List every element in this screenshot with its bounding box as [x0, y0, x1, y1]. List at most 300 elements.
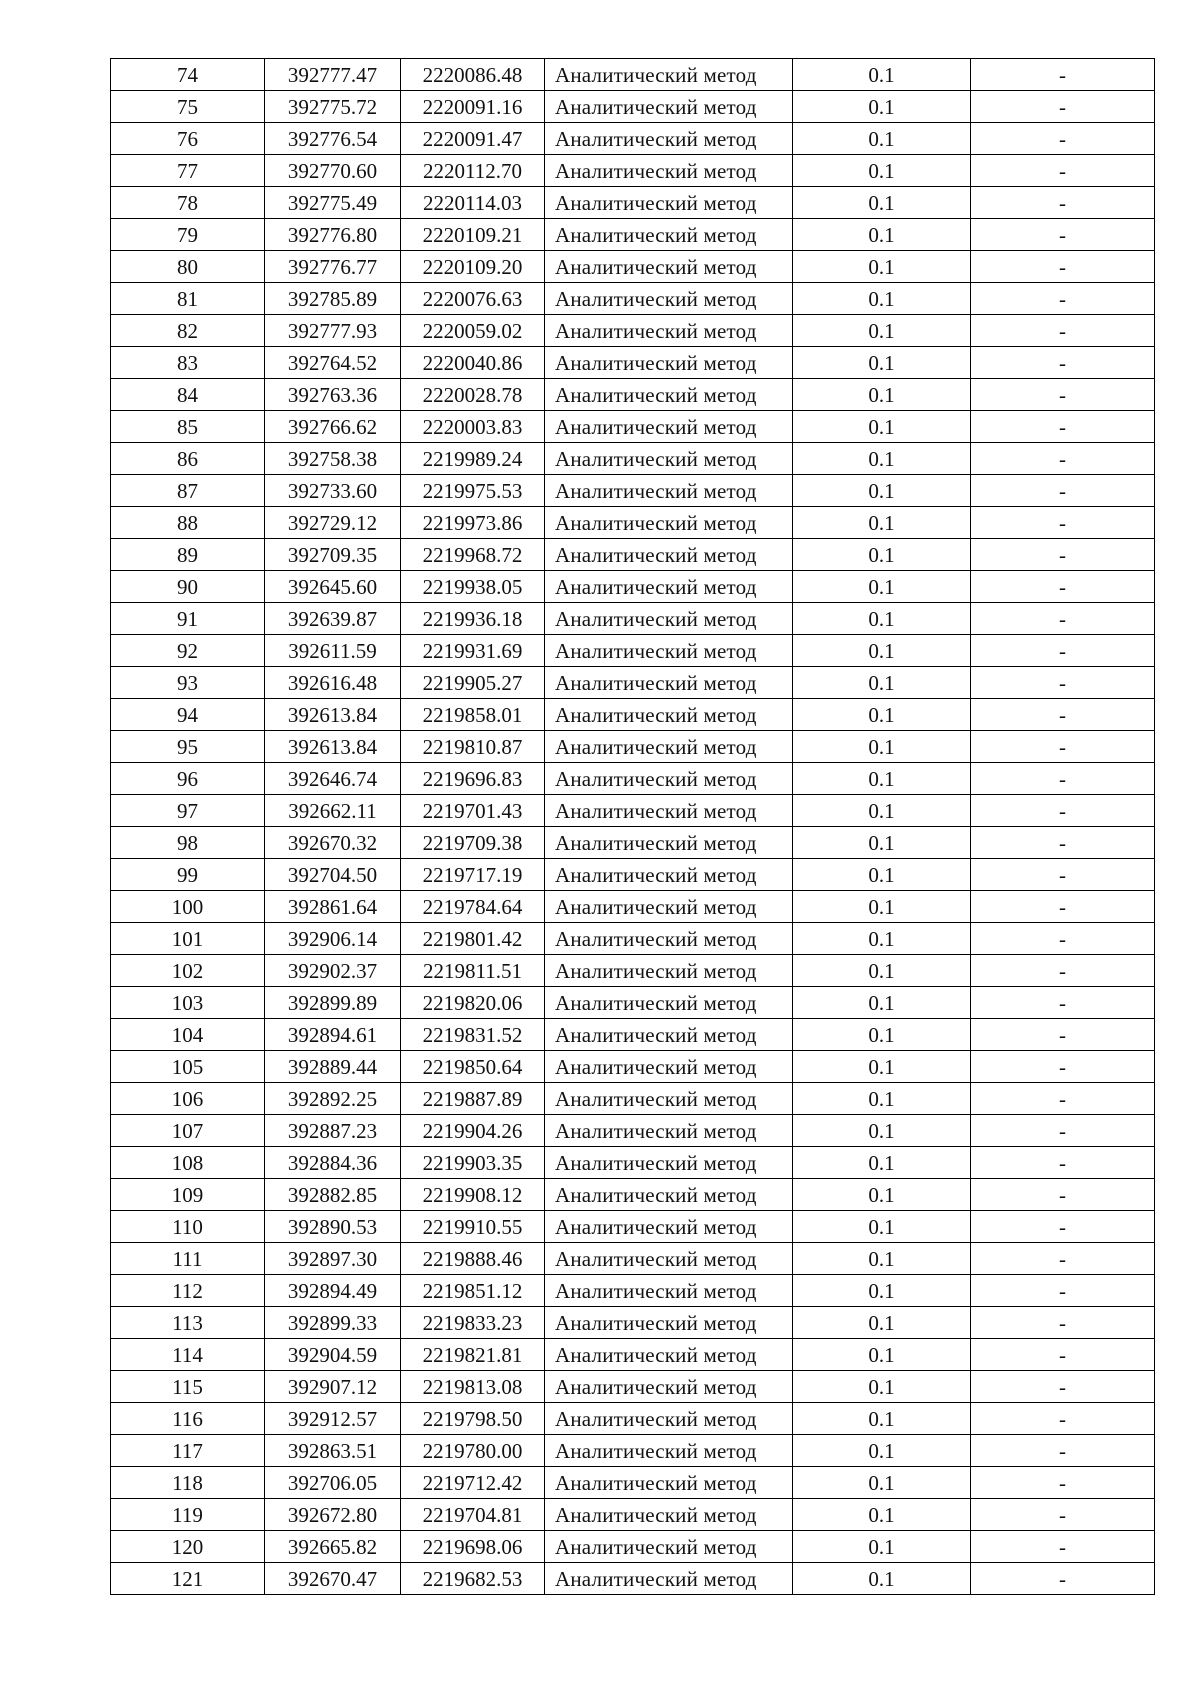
y-coordinate-cell: 2219910.55 [401, 1211, 545, 1243]
y-coordinate-cell: 2219831.52 [401, 1019, 545, 1051]
note-cell: - [971, 91, 1155, 123]
note-cell: - [971, 1339, 1155, 1371]
note-cell: - [971, 1275, 1155, 1307]
accuracy-cell: 0.1 [793, 155, 971, 187]
point-number-cell: 95 [111, 731, 265, 763]
point-number-cell: 75 [111, 91, 265, 123]
x-coordinate-cell: 392613.84 [265, 699, 401, 731]
note-cell: - [971, 219, 1155, 251]
table-row [111, 1435, 1155, 1467]
note-cell: - [971, 1435, 1155, 1467]
x-coordinate-cell: 392758.38 [265, 443, 401, 475]
method-cell: Аналитический метод [545, 603, 793, 635]
method-cell: Аналитический метод [545, 315, 793, 347]
accuracy-cell: 0.1 [793, 443, 971, 475]
point-number-cell: 106 [111, 1083, 265, 1115]
accuracy-cell: 0.1 [793, 1467, 971, 1499]
table-row [111, 923, 1155, 955]
point-number-cell: 79 [111, 219, 265, 251]
method-cell: Аналитический метод [545, 1211, 793, 1243]
y-coordinate-cell: 2219709.38 [401, 827, 545, 859]
accuracy-cell: 0.1 [793, 1243, 971, 1275]
point-number-cell: 101 [111, 923, 265, 955]
method-cell: Аналитический метод [545, 635, 793, 667]
point-number-cell: 88 [111, 507, 265, 539]
x-coordinate-cell: 392639.87 [265, 603, 401, 635]
accuracy-cell: 0.1 [793, 763, 971, 795]
x-coordinate-cell: 392776.77 [265, 251, 401, 283]
accuracy-cell: 0.1 [793, 1435, 971, 1467]
point-number-cell: 97 [111, 795, 265, 827]
accuracy-cell: 0.1 [793, 667, 971, 699]
point-number-cell: 109 [111, 1179, 265, 1211]
table-row [111, 1083, 1155, 1115]
note-cell: - [971, 1467, 1155, 1499]
note-cell: - [971, 155, 1155, 187]
y-coordinate-cell: 2219811.51 [401, 955, 545, 987]
method-cell: Аналитический метод [545, 1371, 793, 1403]
y-coordinate-cell: 2219938.05 [401, 571, 545, 603]
y-coordinate-cell: 2220003.83 [401, 411, 545, 443]
point-number-cell: 90 [111, 571, 265, 603]
table-row [111, 379, 1155, 411]
accuracy-cell: 0.1 [793, 283, 971, 315]
table-row [111, 251, 1155, 283]
y-coordinate-cell: 2219936.18 [401, 603, 545, 635]
x-coordinate-cell: 392670.47 [265, 1563, 401, 1595]
x-coordinate-cell: 392777.93 [265, 315, 401, 347]
table-row [111, 539, 1155, 571]
x-coordinate-cell: 392670.32 [265, 827, 401, 859]
accuracy-cell: 0.1 [793, 731, 971, 763]
method-cell: Аналитический метод [545, 539, 793, 571]
method-cell: Аналитический метод [545, 667, 793, 699]
note-cell: - [971, 283, 1155, 315]
y-coordinate-cell: 2219698.06 [401, 1531, 545, 1563]
table-row [111, 635, 1155, 667]
table-row [111, 1115, 1155, 1147]
accuracy-cell: 0.1 [793, 955, 971, 987]
point-number-cell: 108 [111, 1147, 265, 1179]
x-coordinate-cell: 392733.60 [265, 475, 401, 507]
table-row [111, 155, 1155, 187]
accuracy-cell: 0.1 [793, 1499, 971, 1531]
note-cell: - [971, 251, 1155, 283]
x-coordinate-cell: 392766.62 [265, 411, 401, 443]
accuracy-cell: 0.1 [793, 1083, 971, 1115]
coordinates-table-body [111, 59, 1155, 1595]
accuracy-cell: 0.1 [793, 1371, 971, 1403]
method-cell: Аналитический метод [545, 251, 793, 283]
x-coordinate-cell: 392884.36 [265, 1147, 401, 1179]
table-row [111, 1531, 1155, 1563]
y-coordinate-cell: 2219887.89 [401, 1083, 545, 1115]
note-cell: - [971, 1019, 1155, 1051]
method-cell: Аналитический метод [545, 1467, 793, 1499]
table-row [111, 91, 1155, 123]
accuracy-cell: 0.1 [793, 859, 971, 891]
point-number-cell: 89 [111, 539, 265, 571]
accuracy-cell: 0.1 [793, 1531, 971, 1563]
note-cell: - [971, 667, 1155, 699]
note-cell: - [971, 1179, 1155, 1211]
point-number-cell: 121 [111, 1563, 265, 1595]
method-cell: Аналитический метод [545, 219, 793, 251]
point-number-cell: 81 [111, 283, 265, 315]
y-coordinate-cell: 2219717.19 [401, 859, 545, 891]
coordinates-table [110, 58, 1155, 1595]
point-number-cell: 114 [111, 1339, 265, 1371]
table-row [111, 1307, 1155, 1339]
table-row [111, 795, 1155, 827]
table-row [111, 1179, 1155, 1211]
x-coordinate-cell: 392776.80 [265, 219, 401, 251]
table-row [111, 1563, 1155, 1595]
x-coordinate-cell: 392902.37 [265, 955, 401, 987]
note-cell: - [971, 1051, 1155, 1083]
accuracy-cell: 0.1 [793, 1403, 971, 1435]
accuracy-cell: 0.1 [793, 347, 971, 379]
x-coordinate-cell: 392665.82 [265, 1531, 401, 1563]
point-number-cell: 78 [111, 187, 265, 219]
x-coordinate-cell: 392662.11 [265, 795, 401, 827]
accuracy-cell: 0.1 [793, 1307, 971, 1339]
x-coordinate-cell: 392646.74 [265, 763, 401, 795]
x-coordinate-cell: 392904.59 [265, 1339, 401, 1371]
x-coordinate-cell: 392892.25 [265, 1083, 401, 1115]
accuracy-cell: 0.1 [793, 507, 971, 539]
note-cell: - [971, 443, 1155, 475]
y-coordinate-cell: 2220112.70 [401, 155, 545, 187]
x-coordinate-cell: 392776.54 [265, 123, 401, 155]
table-row [111, 1499, 1155, 1531]
x-coordinate-cell: 392861.64 [265, 891, 401, 923]
y-coordinate-cell: 2220086.48 [401, 59, 545, 91]
note-cell: - [971, 603, 1155, 635]
y-coordinate-cell: 2219989.24 [401, 443, 545, 475]
point-number-cell: 103 [111, 987, 265, 1019]
note-cell: - [971, 347, 1155, 379]
y-coordinate-cell: 2219821.81 [401, 1339, 545, 1371]
table-row [111, 59, 1155, 91]
point-number-cell: 113 [111, 1307, 265, 1339]
y-coordinate-cell: 2219696.83 [401, 763, 545, 795]
table-row [111, 603, 1155, 635]
table-row [111, 1243, 1155, 1275]
x-coordinate-cell: 392616.48 [265, 667, 401, 699]
method-cell: Аналитический метод [545, 1563, 793, 1595]
point-number-cell: 102 [111, 955, 265, 987]
point-number-cell: 105 [111, 1051, 265, 1083]
method-cell: Аналитический метод [545, 763, 793, 795]
note-cell: - [971, 635, 1155, 667]
x-coordinate-cell: 392899.89 [265, 987, 401, 1019]
x-coordinate-cell: 392645.60 [265, 571, 401, 603]
table-row [111, 891, 1155, 923]
note-cell: - [971, 1371, 1155, 1403]
point-number-cell: 77 [111, 155, 265, 187]
method-cell: Аналитический метод [545, 1435, 793, 1467]
x-coordinate-cell: 392777.47 [265, 59, 401, 91]
point-number-cell: 74 [111, 59, 265, 91]
note-cell: - [971, 59, 1155, 91]
accuracy-cell: 0.1 [793, 603, 971, 635]
y-coordinate-cell: 2219975.53 [401, 475, 545, 507]
accuracy-cell: 0.1 [793, 251, 971, 283]
table-row [111, 1339, 1155, 1371]
point-number-cell: 111 [111, 1243, 265, 1275]
note-cell: - [971, 1499, 1155, 1531]
note-cell: - [971, 795, 1155, 827]
y-coordinate-cell: 2219820.06 [401, 987, 545, 1019]
method-cell: Аналитический метод [545, 1499, 793, 1531]
y-coordinate-cell: 2219833.23 [401, 1307, 545, 1339]
point-number-cell: 85 [111, 411, 265, 443]
x-coordinate-cell: 392897.30 [265, 1243, 401, 1275]
table-row [111, 443, 1155, 475]
y-coordinate-cell: 2220028.78 [401, 379, 545, 411]
point-number-cell: 117 [111, 1435, 265, 1467]
y-coordinate-cell: 2220076.63 [401, 283, 545, 315]
y-coordinate-cell: 2219801.42 [401, 923, 545, 955]
accuracy-cell: 0.1 [793, 219, 971, 251]
table-row [111, 219, 1155, 251]
y-coordinate-cell: 2219931.69 [401, 635, 545, 667]
point-number-cell: 112 [111, 1275, 265, 1307]
table-row [111, 955, 1155, 987]
y-coordinate-cell: 2219780.00 [401, 1435, 545, 1467]
accuracy-cell: 0.1 [793, 1019, 971, 1051]
table-row [111, 1051, 1155, 1083]
accuracy-cell: 0.1 [793, 91, 971, 123]
method-cell: Аналитический метод [545, 987, 793, 1019]
x-coordinate-cell: 392890.53 [265, 1211, 401, 1243]
y-coordinate-cell: 2219908.12 [401, 1179, 545, 1211]
method-cell: Аналитический метод [545, 1019, 793, 1051]
method-cell: Аналитический метод [545, 347, 793, 379]
x-coordinate-cell: 392709.35 [265, 539, 401, 571]
note-cell: - [971, 187, 1155, 219]
note-cell: - [971, 1531, 1155, 1563]
y-coordinate-cell: 2219712.42 [401, 1467, 545, 1499]
method-cell: Аналитический метод [545, 1147, 793, 1179]
accuracy-cell: 0.1 [793, 1147, 971, 1179]
y-coordinate-cell: 2219850.64 [401, 1051, 545, 1083]
note-cell: - [971, 1211, 1155, 1243]
y-coordinate-cell: 2219810.87 [401, 731, 545, 763]
point-number-cell: 83 [111, 347, 265, 379]
table-row [111, 1467, 1155, 1499]
y-coordinate-cell: 2219851.12 [401, 1275, 545, 1307]
accuracy-cell: 0.1 [793, 379, 971, 411]
method-cell: Аналитический метод [545, 795, 793, 827]
note-cell: - [971, 1115, 1155, 1147]
note-cell: - [971, 923, 1155, 955]
note-cell: - [971, 731, 1155, 763]
table-row [111, 1019, 1155, 1051]
y-coordinate-cell: 2219701.43 [401, 795, 545, 827]
y-coordinate-cell: 2219968.72 [401, 539, 545, 571]
point-number-cell: 96 [111, 763, 265, 795]
note-cell: - [971, 315, 1155, 347]
y-coordinate-cell: 2219973.86 [401, 507, 545, 539]
point-number-cell: 116 [111, 1403, 265, 1435]
method-cell: Аналитический метод [545, 1531, 793, 1563]
note-cell: - [971, 763, 1155, 795]
table-row [111, 731, 1155, 763]
accuracy-cell: 0.1 [793, 123, 971, 155]
note-cell: - [971, 699, 1155, 731]
point-number-cell: 119 [111, 1499, 265, 1531]
x-coordinate-cell: 392906.14 [265, 923, 401, 955]
x-coordinate-cell: 392863.51 [265, 1435, 401, 1467]
note-cell: - [971, 987, 1155, 1019]
x-coordinate-cell: 392729.12 [265, 507, 401, 539]
x-coordinate-cell: 392907.12 [265, 1371, 401, 1403]
method-cell: Аналитический метод [545, 59, 793, 91]
method-cell: Аналитический метод [545, 123, 793, 155]
method-cell: Аналитический метод [545, 379, 793, 411]
method-cell: Аналитический метод [545, 1115, 793, 1147]
note-cell: - [971, 1147, 1155, 1179]
note-cell: - [971, 1403, 1155, 1435]
accuracy-cell: 0.1 [793, 475, 971, 507]
method-cell: Аналитический метод [545, 187, 793, 219]
x-coordinate-cell: 392889.44 [265, 1051, 401, 1083]
method-cell: Аналитический метод [545, 923, 793, 955]
note-cell: - [971, 955, 1155, 987]
table-row [111, 123, 1155, 155]
x-coordinate-cell: 392894.61 [265, 1019, 401, 1051]
table-row [111, 1147, 1155, 1179]
table-row [111, 1275, 1155, 1307]
x-coordinate-cell: 392763.36 [265, 379, 401, 411]
note-cell: - [971, 123, 1155, 155]
accuracy-cell: 0.1 [793, 539, 971, 571]
accuracy-cell: 0.1 [793, 411, 971, 443]
x-coordinate-cell: 392706.05 [265, 1467, 401, 1499]
method-cell: Аналитический метод [545, 411, 793, 443]
point-number-cell: 87 [111, 475, 265, 507]
note-cell: - [971, 507, 1155, 539]
method-cell: Аналитический метод [545, 731, 793, 763]
accuracy-cell: 0.1 [793, 1179, 971, 1211]
point-number-cell: 91 [111, 603, 265, 635]
point-number-cell: 120 [111, 1531, 265, 1563]
table-row [111, 1403, 1155, 1435]
accuracy-cell: 0.1 [793, 827, 971, 859]
note-cell: - [971, 859, 1155, 891]
point-number-cell: 115 [111, 1371, 265, 1403]
accuracy-cell: 0.1 [793, 795, 971, 827]
point-number-cell: 100 [111, 891, 265, 923]
method-cell: Аналитический метод [545, 1179, 793, 1211]
table-row [111, 411, 1155, 443]
note-cell: - [971, 571, 1155, 603]
accuracy-cell: 0.1 [793, 187, 971, 219]
y-coordinate-cell: 2219798.50 [401, 1403, 545, 1435]
method-cell: Аналитический метод [545, 1307, 793, 1339]
method-cell: Аналитический метод [545, 955, 793, 987]
y-coordinate-cell: 2220114.03 [401, 187, 545, 219]
y-coordinate-cell: 2220091.47 [401, 123, 545, 155]
y-coordinate-cell: 2219813.08 [401, 1371, 545, 1403]
x-coordinate-cell: 392770.60 [265, 155, 401, 187]
table-row [111, 827, 1155, 859]
point-number-cell: 92 [111, 635, 265, 667]
point-number-cell: 84 [111, 379, 265, 411]
x-coordinate-cell: 392611.59 [265, 635, 401, 667]
note-cell: - [971, 891, 1155, 923]
x-coordinate-cell: 392887.23 [265, 1115, 401, 1147]
table-row [111, 283, 1155, 315]
accuracy-cell: 0.1 [793, 1275, 971, 1307]
accuracy-cell: 0.1 [793, 699, 971, 731]
point-number-cell: 94 [111, 699, 265, 731]
point-number-cell: 107 [111, 1115, 265, 1147]
y-coordinate-cell: 2219858.01 [401, 699, 545, 731]
table-row [111, 315, 1155, 347]
point-number-cell: 99 [111, 859, 265, 891]
method-cell: Аналитический метод [545, 507, 793, 539]
point-number-cell: 98 [111, 827, 265, 859]
y-coordinate-cell: 2219903.35 [401, 1147, 545, 1179]
accuracy-cell: 0.1 [793, 1211, 971, 1243]
accuracy-cell: 0.1 [793, 315, 971, 347]
y-coordinate-cell: 2219704.81 [401, 1499, 545, 1531]
table-row [111, 1371, 1155, 1403]
accuracy-cell: 0.1 [793, 923, 971, 955]
table-row [111, 187, 1155, 219]
method-cell: Аналитический метод [545, 827, 793, 859]
accuracy-cell: 0.1 [793, 1115, 971, 1147]
y-coordinate-cell: 2219784.64 [401, 891, 545, 923]
method-cell: Аналитический метод [545, 91, 793, 123]
x-coordinate-cell: 392894.49 [265, 1275, 401, 1307]
table-row [111, 987, 1155, 1019]
point-number-cell: 86 [111, 443, 265, 475]
method-cell: Аналитический метод [545, 571, 793, 603]
table-row [111, 667, 1155, 699]
table-row [111, 1211, 1155, 1243]
table-row [111, 859, 1155, 891]
method-cell: Аналитический метод [545, 1403, 793, 1435]
method-cell: Аналитический метод [545, 443, 793, 475]
x-coordinate-cell: 392899.33 [265, 1307, 401, 1339]
y-coordinate-cell: 2220091.16 [401, 91, 545, 123]
y-coordinate-cell: 2220040.86 [401, 347, 545, 379]
y-coordinate-cell: 2220059.02 [401, 315, 545, 347]
point-number-cell: 93 [111, 667, 265, 699]
x-coordinate-cell: 392764.52 [265, 347, 401, 379]
method-cell: Аналитический метод [545, 699, 793, 731]
table-row [111, 507, 1155, 539]
accuracy-cell: 0.1 [793, 571, 971, 603]
method-cell: Аналитический метод [545, 155, 793, 187]
table-row [111, 475, 1155, 507]
point-number-cell: 76 [111, 123, 265, 155]
method-cell: Аналитический метод [545, 859, 793, 891]
table-row [111, 763, 1155, 795]
note-cell: - [971, 1243, 1155, 1275]
x-coordinate-cell: 392613.84 [265, 731, 401, 763]
x-coordinate-cell: 392704.50 [265, 859, 401, 891]
x-coordinate-cell: 392785.89 [265, 283, 401, 315]
note-cell: - [971, 539, 1155, 571]
method-cell: Аналитический метод [545, 891, 793, 923]
method-cell: Аналитический метод [545, 475, 793, 507]
y-coordinate-cell: 2219888.46 [401, 1243, 545, 1275]
